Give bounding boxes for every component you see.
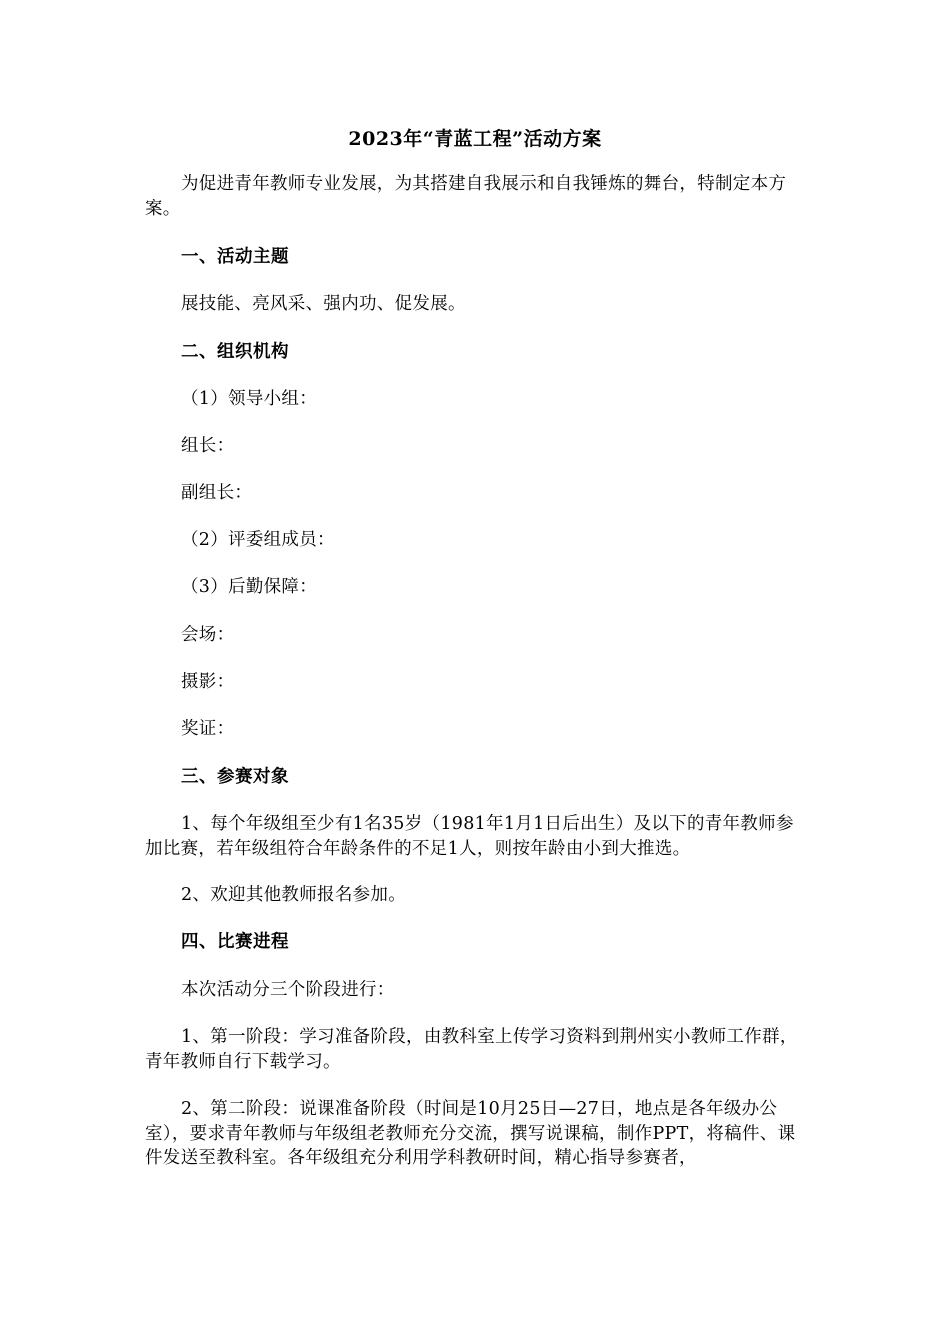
org-item: 摄影：: [181, 672, 235, 692]
intro-paragraph: 为促进青年教师专业发展，为其搭建自我展示和自我锤炼的舞台，特制定本方案。: [145, 174, 787, 219]
section-heading-participants: 三、参赛对象: [181, 767, 289, 787]
section-heading-process: 四、比赛进程: [181, 932, 289, 952]
org-item: 组长：: [181, 436, 235, 456]
org-item: （2）评委组成员：: [181, 530, 335, 550]
theme-text: 展技能、亮风采、强内功、促发展。: [181, 294, 466, 314]
org-item: （1）领导小组：: [181, 389, 318, 409]
process-stage-1: 1、第一阶段：学习准备阶段，由教科室上传学习资料到荆州实小教师工作群，青年教师自行下载学习。: [145, 1027, 798, 1072]
participants-item-2: 2、欢迎其他教师报名参加。: [181, 885, 407, 905]
org-item: 会场：: [181, 625, 235, 645]
document-title: 2023年“青蓝工程”活动方案: [348, 128, 602, 150]
org-item: 副组长：: [181, 483, 253, 503]
process-stage-2: 2、第二阶段：说课准备阶段（时间是10月25日—27日，地点是各年级办公室），要求青年教师与年级组老教师充分交流，撰写说课稿，制作PPT，将稿件、课件发送至教科室。各年级组充分利用学科教研时间，精心指导参赛者，: [145, 1099, 796, 1168]
org-item: 奖证：: [181, 719, 235, 739]
org-item: （3）后勤保障：: [181, 577, 318, 597]
section-heading-theme: 一、活动主题: [181, 247, 289, 267]
section-heading-organization: 二、组织机构: [181, 342, 289, 362]
participants-item-1: 1、每个年级组至少有1名35岁（1981年1月1日后出生）及以下的青年教师参加比赛，若年级组符合年龄条件的不足1人，则按年龄由小到大推选。: [145, 814, 794, 859]
process-intro: 本次活动分三个阶段进行：: [181, 980, 395, 1000]
